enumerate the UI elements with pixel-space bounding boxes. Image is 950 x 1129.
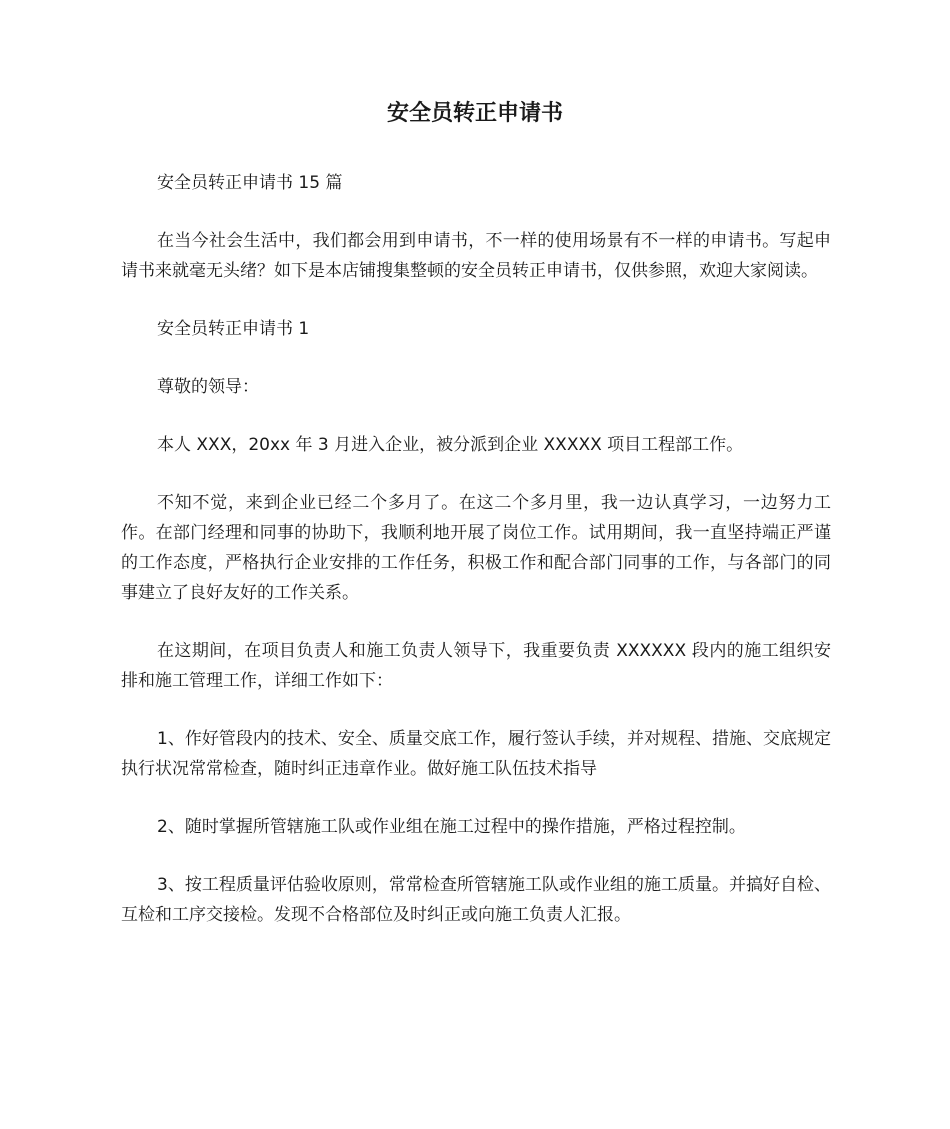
subtitle-paragraph: 安全员转正申请书 15 篇	[157, 173, 343, 193]
intro-paragraph: 在当今社会生活中，我们都会用到申请书，不一样的使用场景有不一样的申请书。写起申请书来就毫无头绪？如下是本店铺搜集整顿的安全员转正申请书，仅供参照，欢迎大家阅读。	[121, 231, 831, 281]
body-paragraph: 本人 XXX，20xx 年 3 月进入企业，被分派到企业 XXXXX 项目工程部工作。	[157, 435, 744, 455]
list-item: 3、按工程质量评估验收原则，常常检查所管辖施工队或作业组的施工质量。并搞好自检、互检和工序交接检。发现不合格部位及时纠正或向施工负责人汇报。	[121, 875, 831, 925]
document-title: 安全员转正申请书	[386, 101, 563, 126]
body-paragraph: 不知不觉，来到企业已经二个多月了。在这二个多月里，我一边认真学习，一边努力工作。在部门经理和同事的协助下，我顺利地开展了岗位工作。试用期间，我一直坚持端正严谨的工作态度，严格执行企业安排的工作任务，积极工作和配合部门同事的工作，与各部门的同事建立了良好友好的工作关系。	[121, 493, 831, 603]
salutation: 尊敬的领导：	[157, 377, 259, 397]
document-body	[121, 168, 831, 958]
body-paragraph: 在这期间，在项目负责人和施工负责人领导下，我重要负责 XXXXXX 段内的施工组织安排和施工管理工作，详细工作如下：	[121, 641, 831, 691]
section-heading: 安全员转正申请书 1	[157, 319, 310, 339]
list-item: 1、作好管段内的技术、安全、质量交底工作，履行签认手续，并对规程、措施、交底规定执行状况常常检查，随时纠正违章作业。做好施工队伍技术指导	[121, 729, 831, 779]
list-item: 2、随时掌握所管辖施工队或作业组在施工过程中的操作措施，严格过程控制。	[157, 817, 746, 837]
